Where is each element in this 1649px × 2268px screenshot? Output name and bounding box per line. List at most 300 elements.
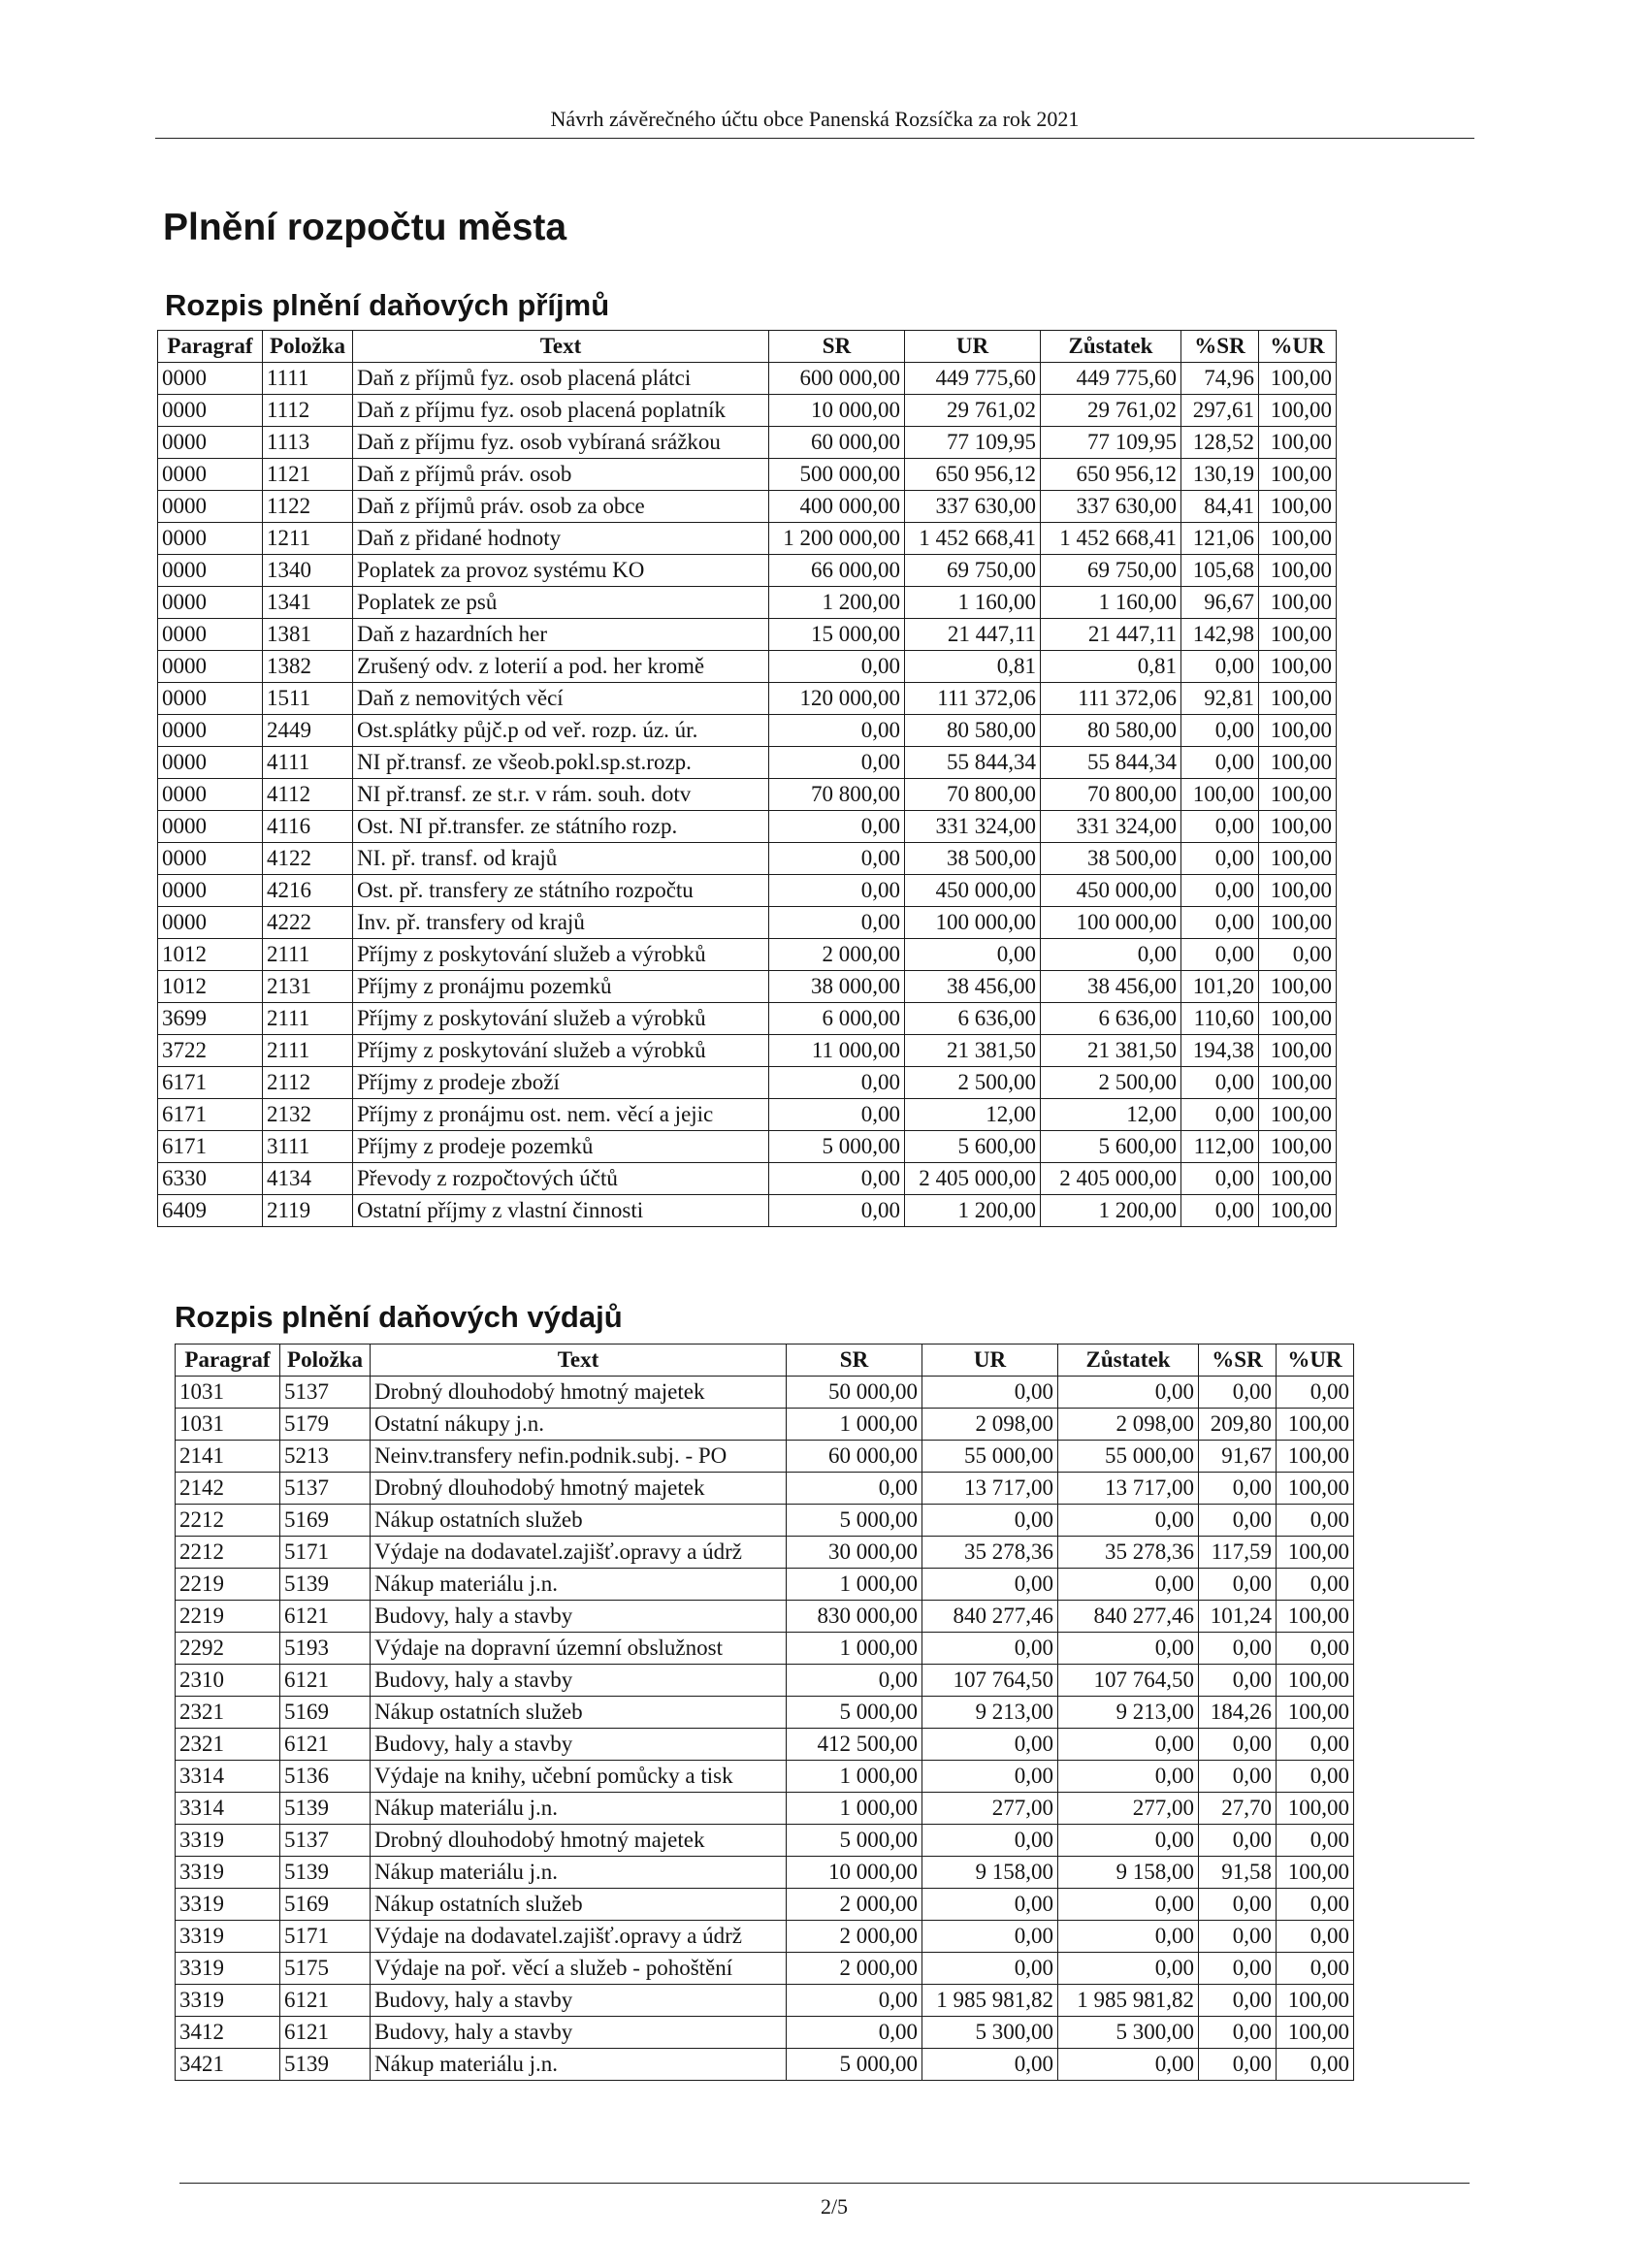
cell-sr: 1 000,00	[787, 1761, 922, 1793]
table-row	[176, 1921, 1354, 1953]
cell-polozka: 6121	[280, 1665, 371, 1697]
expenses-header-row	[176, 1345, 1354, 1377]
table-row	[176, 1825, 1354, 1857]
table-row	[158, 555, 1337, 587]
cell-polozka: 3111	[263, 1131, 353, 1163]
cell-sr: 2 000,00	[787, 1889, 922, 1921]
cell-sr: 2 000,00	[769, 939, 905, 971]
cell-polozka: 5139	[280, 1569, 371, 1601]
cell-text: Nákup ostatních služeb	[371, 1505, 787, 1537]
cell-text: Budovy, haly a stavby	[371, 1729, 787, 1761]
cell-pct-sr: 27,70	[1199, 1793, 1277, 1825]
cell-ur: 0,00	[922, 1569, 1058, 1601]
cell-sr: 1 200,00	[769, 587, 905, 619]
cell-zustatek: 2 098,00	[1058, 1409, 1199, 1441]
cell-sr: 1 000,00	[787, 1409, 922, 1441]
cell-text: Daň z přidané hodnoty	[353, 523, 769, 555]
cell-pct-ur: 100,00	[1259, 1099, 1337, 1131]
cell-sr: 5 000,00	[787, 1825, 922, 1857]
cell-paragraf: 0000	[158, 651, 263, 683]
cell-pct-ur: 100,00	[1259, 1195, 1337, 1227]
cell-ur: 0,00	[922, 2049, 1058, 2081]
col-header-pct-ur: %UR	[1277, 1345, 1354, 1377]
cell-pct-sr: 110,60	[1181, 1003, 1259, 1035]
table-row	[158, 683, 1337, 715]
table-row	[158, 715, 1337, 747]
cell-zustatek: 0,81	[1041, 651, 1181, 683]
cell-polozka: 4122	[263, 843, 353, 875]
cell-sr: 0,00	[787, 1473, 922, 1505]
cell-text: Výdaje na dodavatel.zajišť.opravy a údrž	[371, 1537, 787, 1569]
cell-polozka: 6121	[280, 2017, 371, 2049]
cell-zustatek: 5 300,00	[1058, 2017, 1199, 2049]
cell-polozka: 1112	[263, 395, 353, 427]
cell-pct-ur: 100,00	[1259, 1067, 1337, 1099]
cell-zustatek: 55 000,00	[1058, 1441, 1199, 1473]
cell-paragraf: 1012	[158, 939, 263, 971]
cell-sr: 5 000,00	[787, 1505, 922, 1537]
cell-polozka: 5175	[280, 1953, 371, 1985]
cell-paragraf: 0000	[158, 395, 263, 427]
cell-pct-sr: 0,00	[1199, 2017, 1277, 2049]
cell-pct-sr: 0,00	[1199, 1633, 1277, 1665]
table-row	[176, 1793, 1354, 1825]
cell-sr: 830 000,00	[787, 1601, 922, 1633]
cell-text: Poplatek za provoz systému KO	[353, 555, 769, 587]
cell-paragraf: 2292	[176, 1633, 280, 1665]
cell-pct-ur: 100,00	[1259, 555, 1337, 587]
cell-pct-ur: 100,00	[1277, 1857, 1354, 1889]
cell-pct-sr: 0,00	[1199, 1889, 1277, 1921]
cell-text: Budovy, haly a stavby	[371, 2017, 787, 2049]
cell-polozka: 4116	[263, 811, 353, 843]
col-header-zustatek: Zůstatek	[1058, 1345, 1199, 1377]
table-row	[176, 1889, 1354, 1921]
cell-pct-sr: 0,00	[1181, 843, 1259, 875]
cell-polozka: 6121	[280, 1601, 371, 1633]
cell-pct-ur: 0,00	[1277, 1633, 1354, 1665]
table-row	[158, 1195, 1337, 1227]
income-heading: Rozpis plnění daňových příjmů	[165, 288, 610, 322]
cell-pct-ur: 100,00	[1259, 1003, 1337, 1035]
cell-pct-ur: 100,00	[1259, 1131, 1337, 1163]
cell-ur: 337 630,00	[905, 491, 1041, 523]
cell-paragraf: 0000	[158, 683, 263, 715]
cell-paragraf: 0000	[158, 427, 263, 459]
cell-pct-sr: 0,00	[1199, 1569, 1277, 1601]
cell-paragraf: 1031	[176, 1377, 280, 1409]
cell-pct-sr: 74,96	[1181, 363, 1259, 395]
cell-zustatek: 38 456,00	[1041, 971, 1181, 1003]
cell-pct-ur: 100,00	[1277, 1473, 1354, 1505]
cell-polozka: 1111	[263, 363, 353, 395]
cell-zustatek: 107 764,50	[1058, 1665, 1199, 1697]
cell-ur: 1 452 668,41	[905, 523, 1041, 555]
cell-polozka: 5169	[280, 1889, 371, 1921]
cell-paragraf: 3319	[176, 1921, 280, 1953]
cell-ur: 21 381,50	[905, 1035, 1041, 1067]
cell-pct-sr: 0,00	[1199, 1761, 1277, 1793]
cell-ur: 69 750,00	[905, 555, 1041, 587]
cell-pct-sr: 91,58	[1199, 1857, 1277, 1889]
cell-paragraf: 3314	[176, 1793, 280, 1825]
cell-sr: 1 200 000,00	[769, 523, 905, 555]
cell-ur: 13 717,00	[922, 1473, 1058, 1505]
cell-ur: 29 761,02	[905, 395, 1041, 427]
cell-pct-sr: 142,98	[1181, 619, 1259, 651]
cell-polozka: 2119	[263, 1195, 353, 1227]
cell-zustatek: 38 500,00	[1041, 843, 1181, 875]
cell-paragraf: 2141	[176, 1441, 280, 1473]
cell-sr: 500 000,00	[769, 459, 905, 491]
cell-pct-sr: 184,26	[1199, 1697, 1277, 1729]
cell-ur: 55 000,00	[922, 1441, 1058, 1473]
cell-text: Daň z příjmů fyz. osob placená plátci	[353, 363, 769, 395]
cell-pct-ur: 100,00	[1277, 1665, 1354, 1697]
table-row	[176, 1857, 1354, 1889]
cell-paragraf: 0000	[158, 459, 263, 491]
cell-paragraf: 2310	[176, 1665, 280, 1697]
cell-polozka: 5137	[280, 1377, 371, 1409]
cell-text: Příjmy z poskytování služeb a výrobků	[353, 1003, 769, 1035]
cell-text: Daň z příjmů práv. osob	[353, 459, 769, 491]
table-row	[176, 1441, 1354, 1473]
cell-polozka: 2131	[263, 971, 353, 1003]
cell-text: Výdaje na dodavatel.zajišť.opravy a údrž	[371, 1921, 787, 1953]
cell-text: Příjmy z poskytování služeb a výrobků	[353, 1035, 769, 1067]
cell-paragraf: 3421	[176, 2049, 280, 2081]
cell-sr: 0,00	[769, 747, 905, 779]
cell-zustatek: 0,00	[1041, 939, 1181, 971]
col-header-zustatek: Zůstatek	[1041, 331, 1181, 363]
cell-ur: 111 372,06	[905, 683, 1041, 715]
cell-zustatek: 6 636,00	[1041, 1003, 1181, 1035]
cell-sr: 0,00	[769, 1099, 905, 1131]
cell-sr: 66 000,00	[769, 555, 905, 587]
table-row	[158, 587, 1337, 619]
cell-sr: 400 000,00	[769, 491, 905, 523]
cell-polozka: 5139	[280, 1857, 371, 1889]
cell-zustatek: 1 452 668,41	[1041, 523, 1181, 555]
cell-pct-ur: 0,00	[1277, 2049, 1354, 2081]
table-row	[158, 1099, 1337, 1131]
cell-pct-sr: 101,20	[1181, 971, 1259, 1003]
expenses-heading: Rozpis plnění daňových výdajů	[175, 1300, 623, 1334]
cell-paragraf: 2212	[176, 1505, 280, 1537]
table-row	[158, 971, 1337, 1003]
cell-paragraf: 0000	[158, 619, 263, 651]
cell-pct-ur: 100,00	[1259, 427, 1337, 459]
cell-pct-sr: 297,61	[1181, 395, 1259, 427]
cell-text: Daň z příjmů práv. osob za obce	[353, 491, 769, 523]
table-row	[176, 2049, 1354, 2081]
cell-pct-ur: 0,00	[1277, 1825, 1354, 1857]
table-row	[176, 1377, 1354, 1409]
cell-ur: 0,00	[922, 1761, 1058, 1793]
cell-polozka: 1211	[263, 523, 353, 555]
cell-ur: 450 000,00	[905, 875, 1041, 907]
cell-ur: 21 447,11	[905, 619, 1041, 651]
table-row	[158, 523, 1337, 555]
cell-paragraf: 6409	[158, 1195, 263, 1227]
cell-ur: 0,81	[905, 651, 1041, 683]
cell-pct-sr: 0,00	[1181, 715, 1259, 747]
table-row	[176, 1537, 1354, 1569]
cell-pct-sr: 101,24	[1199, 1601, 1277, 1633]
cell-ur: 0,00	[922, 1889, 1058, 1921]
expenses-body	[176, 1377, 1354, 2081]
cell-text: Výdaje na dopravní územní obslužnost	[371, 1633, 787, 1665]
cell-zustatek: 1 200,00	[1041, 1195, 1181, 1227]
cell-zustatek: 450 000,00	[1041, 875, 1181, 907]
table-row	[158, 1003, 1337, 1035]
cell-sr: 1 000,00	[787, 1793, 922, 1825]
cell-zustatek: 21 381,50	[1041, 1035, 1181, 1067]
cell-text: Poplatek ze psů	[353, 587, 769, 619]
cell-zustatek: 0,00	[1058, 1505, 1199, 1537]
cell-paragraf: 6330	[158, 1163, 263, 1195]
cell-pct-sr: 0,00	[1199, 1377, 1277, 1409]
cell-paragraf: 0000	[158, 491, 263, 523]
cell-sr: 38 000,00	[769, 971, 905, 1003]
cell-pct-sr: 194,38	[1181, 1035, 1259, 1067]
col-header-pct-sr: %SR	[1199, 1345, 1277, 1377]
cell-text: Budovy, haly a stavby	[371, 1665, 787, 1697]
cell-polozka: 4112	[263, 779, 353, 811]
cell-text: NI. př. transf. od krajů	[353, 843, 769, 875]
cell-pct-sr: 0,00	[1181, 1195, 1259, 1227]
cell-pct-sr: 91,67	[1199, 1441, 1277, 1473]
cell-zustatek: 840 277,46	[1058, 1601, 1199, 1633]
cell-pct-ur: 100,00	[1277, 1697, 1354, 1729]
cell-ur: 38 500,00	[905, 843, 1041, 875]
cell-polozka: 5139	[280, 1793, 371, 1825]
cell-pct-ur: 100,00	[1259, 491, 1337, 523]
cell-polozka: 2449	[263, 715, 353, 747]
cell-polozka: 5137	[280, 1473, 371, 1505]
cell-zustatek: 9 213,00	[1058, 1697, 1199, 1729]
cell-zustatek: 70 800,00	[1041, 779, 1181, 811]
cell-text: Výdaje na knihy, učební pomůcky a tisk	[371, 1761, 787, 1793]
cell-pct-sr: 112,00	[1181, 1131, 1259, 1163]
cell-text: Příjmy z prodeje pozemků	[353, 1131, 769, 1163]
cell-zustatek: 0,00	[1058, 1761, 1199, 1793]
cell-text: Ost. př. transfery ze státního rozpočtu	[353, 875, 769, 907]
col-header-ur: UR	[905, 331, 1041, 363]
cell-paragraf: 3314	[176, 1761, 280, 1793]
cell-polozka: 1113	[263, 427, 353, 459]
cell-polozka: 5137	[280, 1825, 371, 1857]
cell-ur: 0,00	[922, 1825, 1058, 1857]
cell-paragraf: 0000	[158, 907, 263, 939]
cell-polozka: 6121	[280, 1729, 371, 1761]
cell-pct-ur: 100,00	[1259, 1163, 1337, 1195]
table-row	[158, 1067, 1337, 1099]
cell-ur: 107 764,50	[922, 1665, 1058, 1697]
cell-sr: 0,00	[787, 1665, 922, 1697]
cell-text: Převody z rozpočtových účtů	[353, 1163, 769, 1195]
table-row	[176, 1761, 1354, 1793]
cell-zustatek: 111 372,06	[1041, 683, 1181, 715]
cell-zustatek: 21 447,11	[1041, 619, 1181, 651]
table-row	[176, 1601, 1354, 1633]
cell-pct-ur: 0,00	[1277, 1889, 1354, 1921]
cell-ur: 1 985 981,82	[922, 1985, 1058, 2017]
table-row	[176, 1729, 1354, 1761]
cell-paragraf: 2219	[176, 1601, 280, 1633]
cell-paragraf: 0000	[158, 779, 263, 811]
header-rule	[155, 138, 1474, 139]
cell-zustatek: 449 775,60	[1041, 363, 1181, 395]
cell-zustatek: 12,00	[1041, 1099, 1181, 1131]
cell-polozka: 1341	[263, 587, 353, 619]
table-row	[158, 1035, 1337, 1067]
table-row	[176, 1633, 1354, 1665]
cell-zustatek: 9 158,00	[1058, 1857, 1199, 1889]
cell-polozka: 4111	[263, 747, 353, 779]
table-row	[176, 1665, 1354, 1697]
cell-zustatek: 13 717,00	[1058, 1473, 1199, 1505]
cell-polozka: 5169	[280, 1697, 371, 1729]
col-header-ur: UR	[922, 1345, 1058, 1377]
cell-sr: 0,00	[769, 1195, 905, 1227]
cell-pct-sr: 0,00	[1199, 1505, 1277, 1537]
cell-sr: 60 000,00	[787, 1441, 922, 1473]
cell-polozka: 5171	[280, 1537, 371, 1569]
cell-pct-ur: 0,00	[1259, 939, 1337, 971]
cell-sr: 2 000,00	[787, 1921, 922, 1953]
cell-zustatek: 77 109,95	[1041, 427, 1181, 459]
cell-zustatek: 0,00	[1058, 1377, 1199, 1409]
cell-text: Nákup ostatních služeb	[371, 1697, 787, 1729]
cell-pct-sr: 0,00	[1181, 1163, 1259, 1195]
cell-sr: 5 000,00	[787, 1697, 922, 1729]
cell-zustatek: 0,00	[1058, 1825, 1199, 1857]
cell-pct-sr: 0,00	[1181, 907, 1259, 939]
cell-sr: 0,00	[769, 843, 905, 875]
cell-polozka: 2111	[263, 939, 353, 971]
cell-paragraf: 1031	[176, 1409, 280, 1441]
cell-polozka: 1381	[263, 619, 353, 651]
cell-text: Nákup materiálu j.n.	[371, 1857, 787, 1889]
cell-text: Příjmy z prodeje zboží	[353, 1067, 769, 1099]
cell-pct-ur: 100,00	[1277, 1537, 1354, 1569]
cell-polozka: 5136	[280, 1761, 371, 1793]
cell-pct-sr: 84,41	[1181, 491, 1259, 523]
col-header-paragraf: Paragraf	[176, 1345, 280, 1377]
col-header-polozka: Položka	[280, 1345, 371, 1377]
cell-pct-sr: 0,00	[1181, 811, 1259, 843]
cell-pct-sr: 100,00	[1181, 779, 1259, 811]
cell-paragraf: 2219	[176, 1569, 280, 1601]
cell-pct-ur: 100,00	[1259, 875, 1337, 907]
cell-paragraf: 0000	[158, 587, 263, 619]
cell-ur: 9 158,00	[922, 1857, 1058, 1889]
cell-polozka: 4222	[263, 907, 353, 939]
table-row	[176, 1697, 1354, 1729]
cell-paragraf: 3722	[158, 1035, 263, 1067]
table-row	[158, 491, 1337, 523]
cell-pct-ur: 0,00	[1277, 1569, 1354, 1601]
cell-zustatek: 1 160,00	[1041, 587, 1181, 619]
cell-paragraf: 3319	[176, 1889, 280, 1921]
cell-pct-ur: 0,00	[1277, 1729, 1354, 1761]
cell-zustatek: 69 750,00	[1041, 555, 1181, 587]
cell-sr: 0,00	[769, 811, 905, 843]
cell-sr: 5 000,00	[787, 2049, 922, 2081]
cell-ur: 331 324,00	[905, 811, 1041, 843]
cell-pct-sr: 128,52	[1181, 427, 1259, 459]
cell-text: Daň z příjmu fyz. osob vybíraná srážkou	[353, 427, 769, 459]
cell-text: Ostatní nákupy j.n.	[371, 1409, 787, 1441]
cell-ur: 100 000,00	[905, 907, 1041, 939]
income-header-row	[158, 331, 1337, 363]
cell-polozka: 5193	[280, 1633, 371, 1665]
cell-sr: 412 500,00	[787, 1729, 922, 1761]
cell-text: Budovy, haly a stavby	[371, 1601, 787, 1633]
cell-polozka: 5139	[280, 2049, 371, 2081]
cell-pct-sr: 92,81	[1181, 683, 1259, 715]
table-row	[158, 811, 1337, 843]
cell-pct-sr: 0,00	[1199, 1921, 1277, 1953]
cell-polozka: 5213	[280, 1441, 371, 1473]
table-row	[176, 1505, 1354, 1537]
cell-ur: 0,00	[922, 1729, 1058, 1761]
cell-ur: 2 500,00	[905, 1067, 1041, 1099]
cell-polozka: 1122	[263, 491, 353, 523]
cell-zustatek: 277,00	[1058, 1793, 1199, 1825]
cell-ur: 0,00	[922, 1505, 1058, 1537]
cell-pct-ur: 100,00	[1259, 459, 1337, 491]
page-title: Plnění rozpočtu města	[163, 207, 567, 248]
cell-ur: 0,00	[922, 1377, 1058, 1409]
cell-pct-ur: 100,00	[1259, 683, 1337, 715]
table-row	[158, 939, 1337, 971]
cell-paragraf: 3319	[176, 1985, 280, 2017]
cell-paragraf: 0000	[158, 523, 263, 555]
table-row	[176, 1473, 1354, 1505]
table-row	[158, 459, 1337, 491]
cell-paragraf: 0000	[158, 811, 263, 843]
cell-pct-sr: 0,00	[1199, 1985, 1277, 2017]
cell-text: NI př.transf. ze všeob.pokl.sp.st.rozp.	[353, 747, 769, 779]
cell-sr: 0,00	[769, 715, 905, 747]
cell-sr: 10 000,00	[769, 395, 905, 427]
cell-sr: 2 000,00	[787, 1953, 922, 1985]
cell-zustatek: 0,00	[1058, 1569, 1199, 1601]
col-header-paragraf: Paragraf	[158, 331, 263, 363]
table-row	[158, 619, 1337, 651]
cell-ur: 0,00	[922, 1921, 1058, 1953]
cell-polozka: 1340	[263, 555, 353, 587]
cell-pct-sr: 0,00	[1181, 651, 1259, 683]
col-header-text: Text	[371, 1345, 787, 1377]
cell-text: Nákup materiálu j.n.	[371, 1569, 787, 1601]
cell-pct-ur: 100,00	[1277, 1985, 1354, 2017]
table-row	[176, 1985, 1354, 2017]
cell-text: Výdaje na poř. věcí a služeb - pohoštění	[371, 1953, 787, 1985]
cell-paragraf: 0000	[158, 747, 263, 779]
table-row	[158, 747, 1337, 779]
cell-text: Příjmy z pronájmu pozemků	[353, 971, 769, 1003]
cell-polozka: 1121	[263, 459, 353, 491]
cell-ur: 0,00	[922, 1953, 1058, 1985]
table-row	[158, 875, 1337, 907]
cell-pct-ur: 100,00	[1277, 2017, 1354, 2049]
cell-pct-sr: 0,00	[1199, 1825, 1277, 1857]
page-number: 2/5	[820, 2194, 849, 2219]
cell-sr: 70 800,00	[769, 779, 905, 811]
